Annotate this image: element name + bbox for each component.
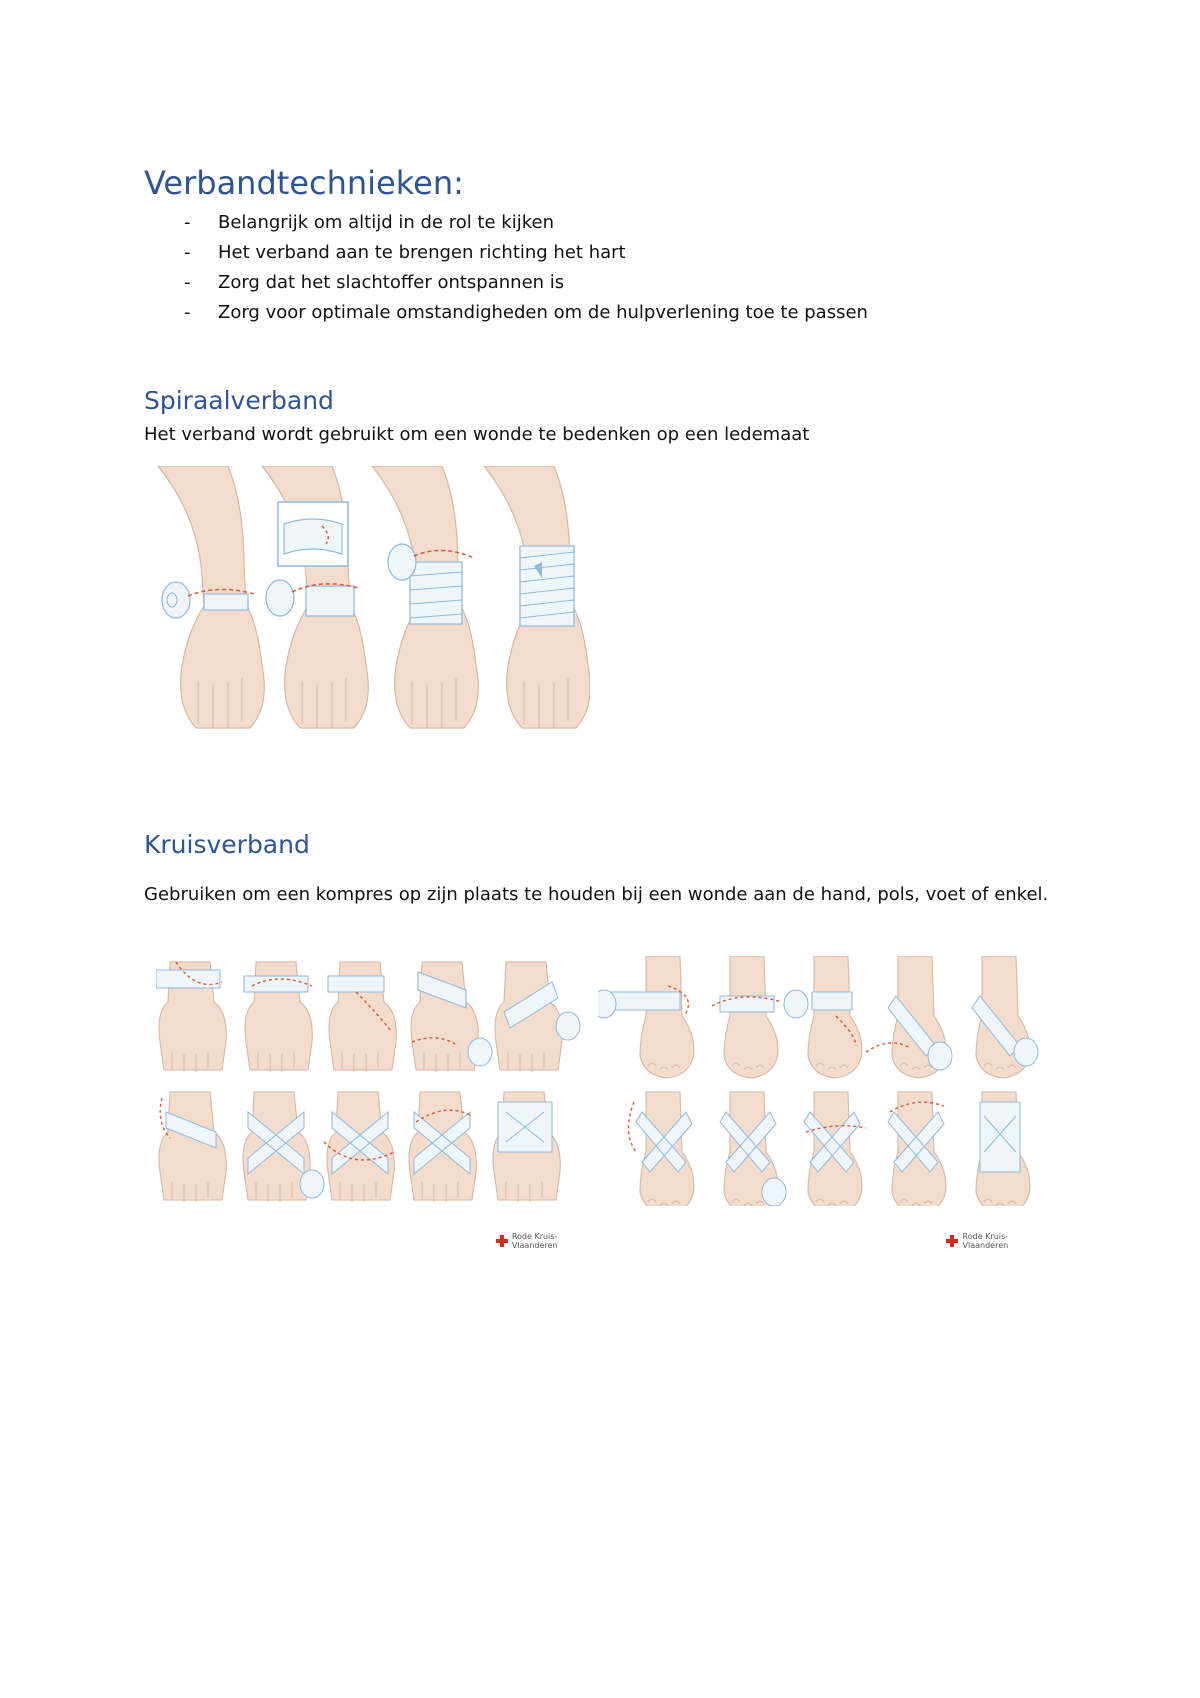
bullet-text: Het verband aan te brengen richting het hart <box>218 242 626 263</box>
bullet-list <box>144 208 868 328</box>
list-item <box>144 208 868 238</box>
spiral-bandage-illustration <box>144 466 590 748</box>
section-heading-spiraalverband: Spiraalverband <box>144 386 334 415</box>
logo-text: Rode Kruis-Vlaanderen <box>511 1232 558 1250</box>
foot-figure-eight-illustration <box>598 956 1042 1248</box>
section-heading-kruisverband: Kruisverband <box>144 830 310 859</box>
bullet-marker: - <box>184 272 191 293</box>
spiral-step-1 <box>158 466 264 728</box>
bullet-text: Belangrijk om altijd in de rol te kijken <box>218 212 554 233</box>
list-item <box>144 238 868 268</box>
list-item <box>144 268 868 298</box>
page-title: Verbandtechnieken: <box>144 164 464 202</box>
spiral-step-4 <box>484 466 590 728</box>
red-cross-logo <box>946 1232 1042 1250</box>
section-text-kruisverband: Gebruiken om een kompres op zijn plaats te houden bij een wonde aan de hand, pols, voet of enkel. <box>144 884 1049 905</box>
bullet-text: Zorg dat het slachtoffer ontspannen is <box>218 272 565 293</box>
section-text-spiraalverband: Het verband wordt gebruikt om een wonde te bedenken op een ledemaat <box>144 424 810 445</box>
logo-text: Rode Kruis-Vlaanderen <box>962 1232 1009 1250</box>
bullet-marker: - <box>184 242 191 263</box>
red-cross-icon <box>496 1235 506 1247</box>
spiral-step-2 <box>262 466 368 728</box>
bullet-marker: - <box>184 302 191 323</box>
hand-row-2 <box>159 1092 560 1202</box>
hand-figure-eight-illustration <box>156 956 586 1248</box>
hand-row-1 <box>156 962 580 1072</box>
list-item <box>144 298 868 328</box>
foot-row-1 <box>598 956 1038 1078</box>
red-cross-logo <box>496 1232 586 1250</box>
red-cross-icon <box>946 1235 957 1247</box>
spiral-step-3 <box>372 466 478 728</box>
bullet-marker: - <box>184 212 191 233</box>
foot-row-2 <box>628 1092 1030 1206</box>
bullet-text: Zorg voor optimale omstandigheden om de hulpverlening toe te passen <box>218 302 868 323</box>
